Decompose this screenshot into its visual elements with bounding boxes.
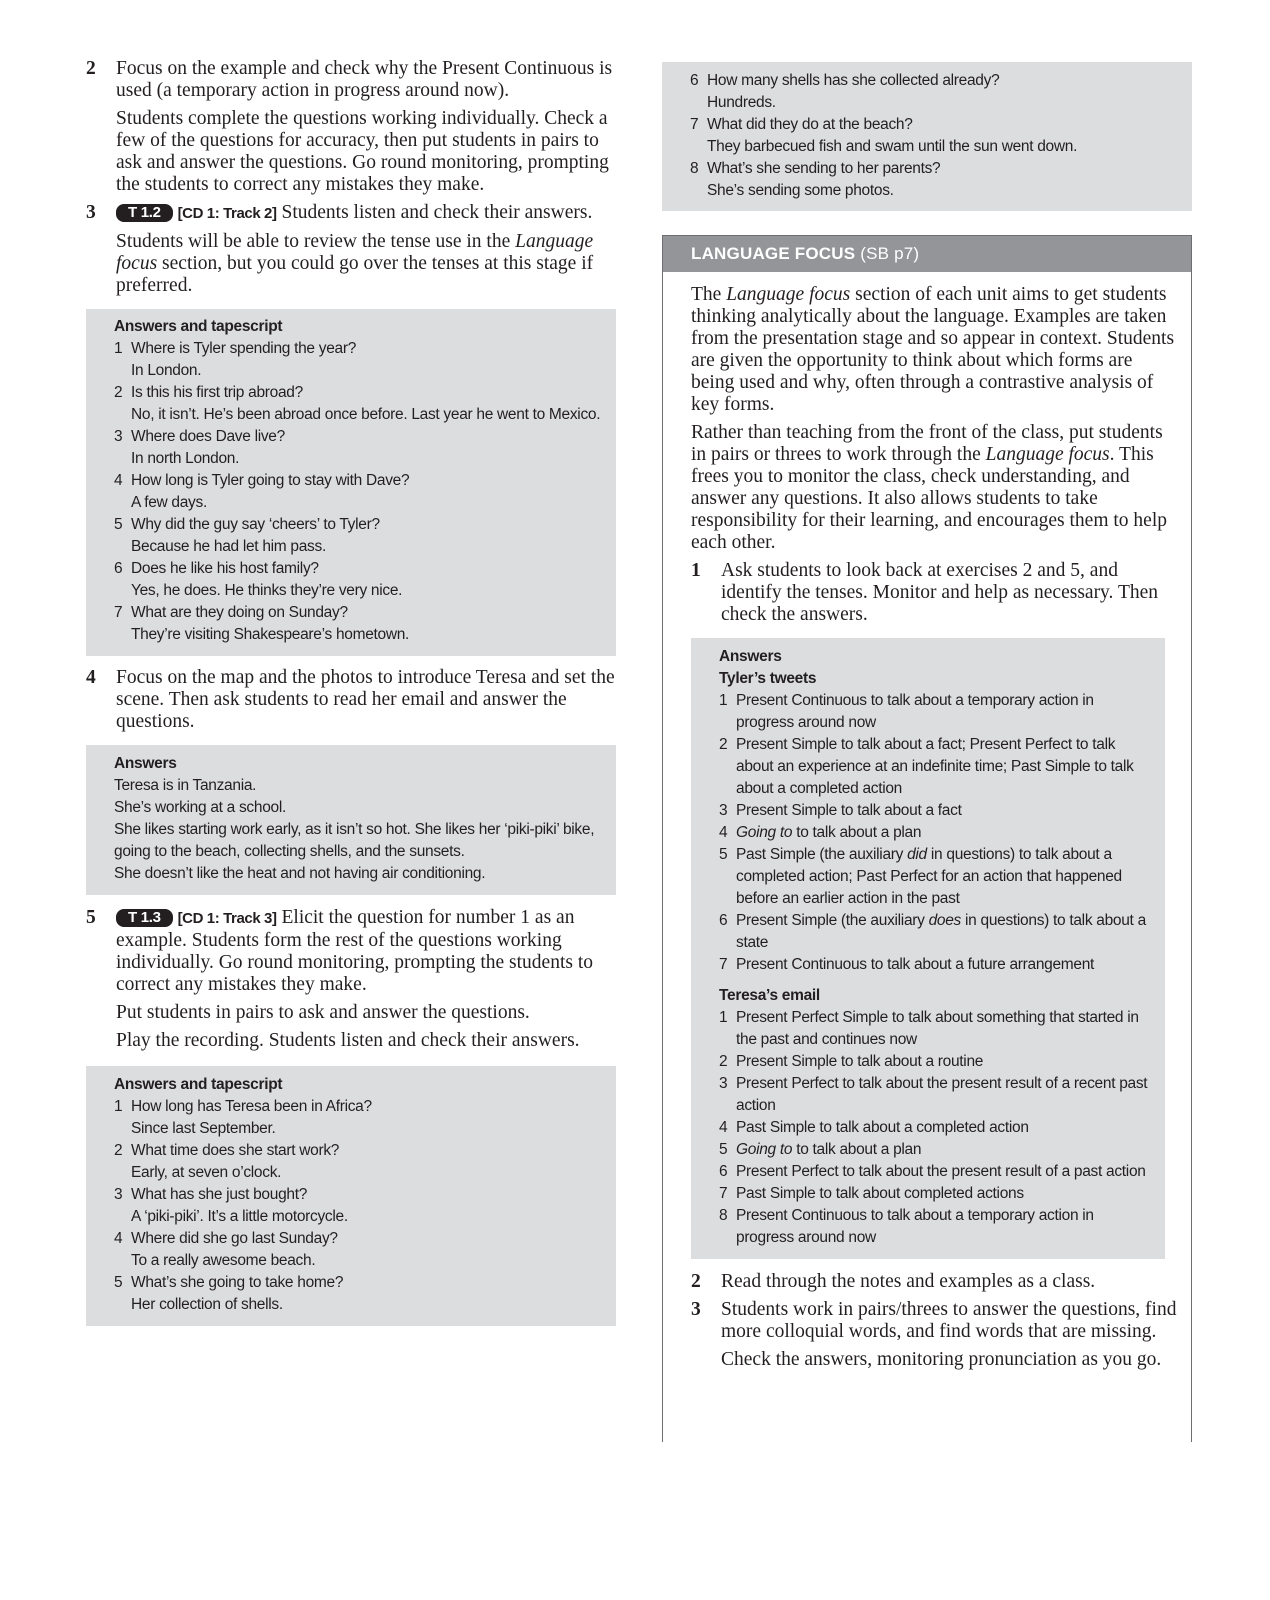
exercise-2 bbox=[86, 58, 616, 196]
italic-term: Language focus bbox=[116, 231, 594, 274]
exercise-5-para-2: Put students in pairs to ask and answer the questions. bbox=[116, 1002, 530, 1023]
text-span: Present Continuous to talk about a future arrangement bbox=[736, 956, 1095, 973]
question-text: What has she just bought? bbox=[131, 1186, 308, 1203]
item-number: 4 bbox=[719, 824, 728, 841]
text-span: Present Perfect to talk about the present result of a recent past action bbox=[736, 1075, 1148, 1114]
item-number: 1 bbox=[114, 340, 123, 357]
answer-line: She’s working at a school. bbox=[114, 799, 286, 816]
answer-text: To a really awesome beach. bbox=[131, 1252, 316, 1269]
language-focus-header bbox=[663, 236, 1191, 272]
italic-term: Language focus bbox=[726, 284, 851, 305]
list-item bbox=[114, 1228, 602, 1272]
answer-text: They barbecued fish and swam until the sun went down. bbox=[707, 138, 1078, 155]
text-span: Present Perfect to talk about the present result of a past action bbox=[736, 1163, 1146, 1180]
list-item bbox=[114, 338, 602, 382]
item-text bbox=[736, 910, 1151, 954]
item-text bbox=[736, 1117, 1151, 1139]
item-number: 3 bbox=[114, 428, 123, 445]
text-span: Past Simple to talk about a completed action bbox=[736, 1119, 1029, 1136]
exercise-3 bbox=[86, 202, 616, 297]
list-item bbox=[719, 844, 1151, 910]
answer-text: Because he had let him pass. bbox=[131, 538, 326, 555]
exercise-number: 1 bbox=[691, 560, 701, 581]
question-text: Is this his first trip abroad? bbox=[131, 384, 303, 401]
answer-line: She doesn’t like the heat and not having air conditioning. bbox=[114, 865, 486, 882]
right-column bbox=[662, 62, 1192, 1442]
item-number: 2 bbox=[719, 1053, 728, 1070]
lf-exercise-2-text: Read through the notes and examples as a class. bbox=[721, 1271, 1096, 1292]
answer-list bbox=[114, 338, 602, 646]
list-item bbox=[690, 114, 1178, 158]
tyler-answer-list bbox=[719, 690, 1151, 976]
item-number: 3 bbox=[114, 1186, 123, 1203]
exercise-5-text: Elicit the question for number 1 as an example. Students form the rest of the questions working individually. Go round monitoring, prompting the students to correct any mistakes they make. bbox=[116, 907, 593, 995]
text-span: section, but you could go over the tenses at this stage if preferred. bbox=[116, 253, 594, 296]
item-text bbox=[736, 1205, 1151, 1249]
item-text bbox=[736, 844, 1151, 910]
italic-term: Language focus bbox=[985, 444, 1110, 465]
list-item bbox=[719, 1205, 1151, 1249]
lf-answers-box bbox=[691, 638, 1165, 1259]
exercise-number: 2 bbox=[86, 58, 96, 79]
item-text bbox=[736, 1073, 1151, 1117]
answer-list bbox=[690, 70, 1178, 202]
question-text: What’s she going to take home? bbox=[131, 1274, 344, 1291]
lf-exercise-1-text: Ask students to look back at exercises 2 and 5, and identify the tenses. Monitor and help as necessary. Then check the answers. bbox=[721, 560, 1159, 625]
item-number: 3 bbox=[719, 1075, 728, 1092]
answer-text: No, it isn’t. He’s been abroad once before. Last year he went to Mexico. bbox=[131, 406, 601, 423]
item-number: 7 bbox=[719, 1185, 728, 1202]
italic-term: did bbox=[907, 846, 927, 863]
answer-text: Her collection of shells. bbox=[131, 1296, 283, 1313]
text-span: Present Simple to talk about a fact bbox=[736, 802, 962, 819]
text-span: Students will be able to review the tense use in the bbox=[116, 231, 516, 252]
box-heading: Answers bbox=[114, 755, 177, 772]
cd-track-ref: [CD 1: Track 3] bbox=[177, 910, 277, 927]
question-text: How many shells has she collected already? bbox=[707, 72, 1000, 89]
exercise-number: 3 bbox=[691, 1299, 701, 1320]
exercise-number: 4 bbox=[86, 667, 96, 688]
italic-term: Going to bbox=[736, 824, 793, 841]
sb-page-ref: (SB p7) bbox=[855, 244, 920, 263]
text-span: Present Perfect Simple to talk about something that started in the past and continues now bbox=[736, 1009, 1139, 1048]
item-number: 4 bbox=[719, 1119, 728, 1136]
list-item bbox=[114, 470, 602, 514]
text-span: in questions) to talk about a state bbox=[736, 912, 1146, 951]
item-number: 3 bbox=[719, 802, 728, 819]
question-text: How long has Teresa been in Africa? bbox=[131, 1098, 372, 1115]
exercise-3-text: Students listen and check their answers. bbox=[276, 202, 593, 223]
item-number: 4 bbox=[114, 1230, 123, 1247]
question-text: Why did the guy say ‘cheers’ to Tyler? bbox=[131, 516, 380, 533]
item-number: 8 bbox=[719, 1207, 728, 1224]
text-span: Present Continuous to talk about a temporary action in progress around now bbox=[736, 692, 1094, 731]
item-number: 4 bbox=[114, 472, 123, 489]
box-subheading: Teresa’s email bbox=[719, 987, 820, 1004]
item-text bbox=[736, 1183, 1151, 1205]
text-span: The bbox=[691, 284, 727, 305]
box-heading: Answers and tapescript bbox=[114, 318, 283, 335]
list-item bbox=[114, 514, 602, 558]
text-span: section of each unit aims to get students thinking analytically about the language. Examples are taken from the presentation stage and so appear in context. Students are given the opportunity to think about which forms are being used and why, often through a contrastive analysis of key forms. bbox=[691, 284, 1175, 415]
list-item bbox=[114, 602, 602, 646]
list-item bbox=[114, 1140, 602, 1184]
answer-text: Hundreds. bbox=[707, 94, 776, 111]
exercise-5-para-1 bbox=[116, 907, 616, 996]
answer-text: In north London. bbox=[131, 450, 240, 467]
lf-exercise-3 bbox=[691, 1299, 1177, 1371]
text-span: Present Simple to talk about a fact; Present Perfect to talk about an experience at an indefinite time; Past Simple to talk about a completed action bbox=[736, 736, 1134, 797]
item-text bbox=[736, 1007, 1151, 1051]
list-item bbox=[114, 1272, 602, 1316]
text-span: to talk about a plan bbox=[792, 824, 922, 841]
item-number: 5 bbox=[114, 1274, 123, 1291]
list-item bbox=[719, 690, 1151, 734]
list-item bbox=[719, 1073, 1151, 1117]
item-text bbox=[736, 822, 1151, 844]
item-number: 1 bbox=[719, 692, 728, 709]
answer-text: A few days. bbox=[131, 494, 207, 511]
answer-text: Early, at seven o’clock. bbox=[131, 1164, 282, 1181]
list-item bbox=[719, 800, 1151, 822]
box-heading: Answers bbox=[719, 648, 782, 665]
item-text bbox=[736, 1139, 1151, 1161]
question-text: Does he like his host family? bbox=[131, 560, 319, 577]
list-item bbox=[719, 822, 1151, 844]
answer-text: She’s sending some photos. bbox=[707, 182, 894, 199]
question-text: How long is Tyler going to stay with Dave? bbox=[131, 472, 410, 489]
list-item bbox=[114, 558, 602, 602]
item-text bbox=[736, 1051, 1151, 1073]
list-item bbox=[719, 1051, 1151, 1073]
box-heading: Answers and tapescript bbox=[114, 1076, 283, 1093]
teresa-answer-list bbox=[719, 1007, 1151, 1249]
lf-exercise-2 bbox=[691, 1271, 1177, 1293]
answer-lines bbox=[114, 775, 602, 885]
italic-term: does bbox=[928, 912, 962, 929]
lf-exercise-1 bbox=[691, 560, 1177, 626]
answers-box-2 bbox=[86, 745, 616, 895]
list-item bbox=[719, 734, 1151, 800]
list-item bbox=[719, 1161, 1151, 1183]
language-focus-panel bbox=[662, 235, 1192, 1442]
answer-text: In London. bbox=[131, 362, 202, 379]
item-number: 2 bbox=[114, 384, 123, 401]
item-number: 7 bbox=[114, 604, 123, 621]
question-text: Where does Dave live? bbox=[131, 428, 285, 445]
item-number: 5 bbox=[719, 846, 728, 863]
text-span: Present Simple to talk about a routine bbox=[736, 1053, 984, 1070]
left-column bbox=[86, 58, 616, 1326]
item-text bbox=[736, 690, 1151, 734]
item-text bbox=[736, 800, 1151, 822]
question-text: What did they do at the beach? bbox=[707, 116, 913, 133]
answers-box-1 bbox=[86, 309, 616, 656]
item-number: 6 bbox=[719, 1163, 728, 1180]
item-text bbox=[736, 954, 1151, 976]
list-item bbox=[114, 426, 602, 470]
question-text: Where did she go last Sunday? bbox=[131, 1230, 338, 1247]
text-span: Past Simple (the auxiliary bbox=[736, 846, 908, 863]
text-span: Past Simple to talk about completed actions bbox=[736, 1185, 1024, 1202]
item-number: 6 bbox=[114, 560, 123, 577]
item-number: 1 bbox=[114, 1098, 123, 1115]
cd-track-ref: [CD 1: Track 2] bbox=[177, 205, 277, 222]
exercise-4 bbox=[86, 667, 616, 733]
item-number: 8 bbox=[690, 160, 699, 177]
italic-term: Going to bbox=[736, 1141, 793, 1158]
item-number: 1 bbox=[719, 1009, 728, 1026]
list-item bbox=[114, 382, 602, 426]
exercise-3-para-1 bbox=[116, 202, 616, 225]
lf-exercise-3-para-2: Check the answers, monitoring pronunciation as you go. bbox=[721, 1349, 1162, 1370]
lf-intro-para-1 bbox=[691, 284, 1177, 416]
exercise-number: 2 bbox=[691, 1271, 701, 1292]
item-number: 2 bbox=[719, 736, 728, 753]
answer-text: They’re visiting Shakespeare’s hometown. bbox=[131, 626, 410, 643]
text-span: Present Simple (the auxiliary bbox=[736, 912, 929, 929]
language-focus-body bbox=[663, 272, 1191, 1371]
list-item bbox=[719, 1139, 1151, 1161]
exercise-2-para-2: Students complete the questions working individually. Check a few of the questions for accuracy, then put students in pairs to ask and answer the questions. Go round monitoring, prompting the students to correct any mistakes they make. bbox=[116, 108, 609, 195]
item-number: 5 bbox=[114, 516, 123, 533]
list-item bbox=[719, 1117, 1151, 1139]
exercise-5 bbox=[86, 907, 616, 1052]
track-badge: T 1.2 bbox=[116, 204, 173, 222]
exercise-5-para-3: Play the recording. Students listen and check their answers. bbox=[116, 1030, 580, 1051]
item-text bbox=[736, 1161, 1151, 1183]
exercise-number: 3 bbox=[86, 202, 96, 223]
item-number: 7 bbox=[719, 956, 728, 973]
list-item bbox=[719, 1007, 1151, 1051]
text-span: Present Continuous to talk about a temporary action in progress around now bbox=[736, 1207, 1094, 1246]
box-subheading: Tyler’s tweets bbox=[719, 670, 817, 687]
list-item bbox=[719, 954, 1151, 976]
item-number: 7 bbox=[690, 116, 699, 133]
item-text bbox=[736, 734, 1151, 800]
list-item bbox=[114, 1096, 602, 1140]
text-span: to talk about a plan bbox=[792, 1141, 922, 1158]
answer-text: Since last September. bbox=[131, 1120, 276, 1137]
exercise-4-para-1: Focus on the map and the photos to introduce Teresa and set the scene. Then ask students to read her email and answer the questions. bbox=[116, 667, 615, 732]
track-badge: T 1.3 bbox=[116, 909, 173, 927]
answer-line: Teresa is in Tanzania. bbox=[114, 777, 257, 794]
list-item bbox=[114, 1184, 602, 1228]
answer-list bbox=[114, 1096, 602, 1316]
item-number: 2 bbox=[114, 1142, 123, 1159]
answers-box-continued bbox=[662, 62, 1192, 211]
item-number: 5 bbox=[719, 1141, 728, 1158]
text-span: Rather than teaching from the front of the class, put students in pairs or threes to work through the bbox=[691, 422, 1163, 465]
answers-box-3 bbox=[86, 1066, 616, 1326]
question-text: What time does she start work? bbox=[131, 1142, 340, 1159]
question-text: What’s she sending to her parents? bbox=[707, 160, 941, 177]
answer-line: She likes starting work early, as it isn’t so hot. She likes her ‘piki-piki’ bike, going to the beach, collecting shells, and the sunsets. bbox=[114, 821, 595, 860]
text-span: . This frees you to monitor the class, check understanding, and answer any questions. It also allows students to take responsibility for their learning, and encourages them to help each other. bbox=[691, 444, 1167, 553]
question-text: Where is Tyler spending the year? bbox=[131, 340, 357, 357]
list-item bbox=[690, 70, 1178, 114]
exercise-2-para-1: Focus on the example and check why the Present Continuous is used (a temporary action in progress around now). bbox=[116, 58, 613, 101]
language-focus-title: LANGUAGE FOCUS bbox=[691, 244, 856, 263]
list-item bbox=[719, 1183, 1151, 1205]
list-item bbox=[719, 910, 1151, 954]
answer-text: A ‘piki-piki’. It’s a little motorcycle. bbox=[131, 1208, 348, 1225]
exercise-number: 5 bbox=[86, 907, 96, 928]
lf-exercise-3-para-1: Students work in pairs/threes to answer the questions, find more colloquial words, and find words that are missing. bbox=[721, 1299, 1177, 1342]
question-text: What are they doing on Sunday? bbox=[131, 604, 348, 621]
item-number: 6 bbox=[690, 72, 699, 89]
list-item bbox=[690, 158, 1178, 202]
item-number: 6 bbox=[719, 912, 728, 929]
lf-intro-para-2 bbox=[691, 422, 1177, 554]
text-span: in questions) to talk about a completed action; Past Perfect for an action that happened before an earlier action in the past bbox=[736, 846, 1122, 907]
answer-text: Yes, he does. He thinks they’re very nice. bbox=[131, 582, 403, 599]
exercise-3-para-2 bbox=[116, 231, 616, 297]
